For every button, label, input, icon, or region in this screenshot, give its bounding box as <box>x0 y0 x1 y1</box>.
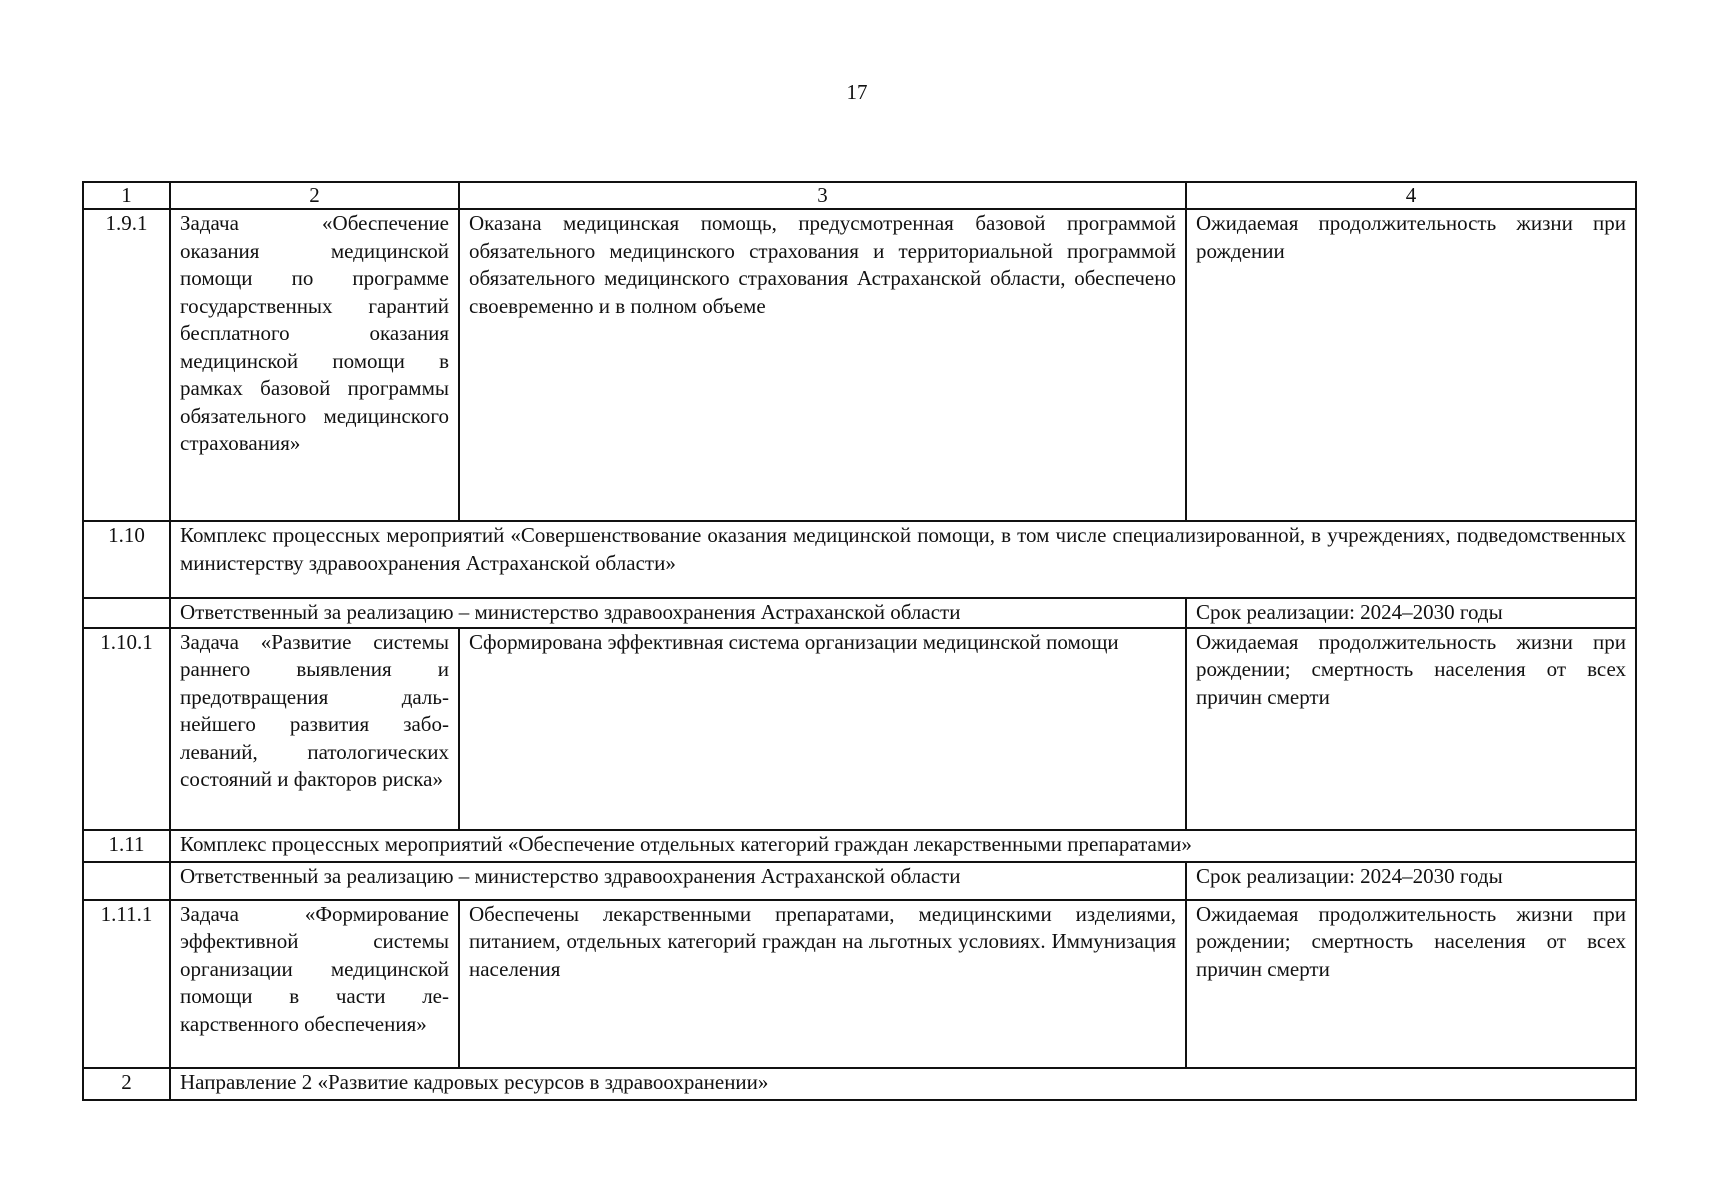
direction-title-cell: Направление 2 «Развитие кадровых ресурсов в здравоохранении» <box>170 1068 1636 1100</box>
responsible-cell: Ответственный за реализацию – министерство здравоохранения Астраханской области <box>170 598 1186 628</box>
table-row <box>83 830 1636 862</box>
task-cell: Задача «Обеспечение оказания медицинской помощи по программе государственных гарантий бесплатного оказания медицинской помощи в рамках базовой программы обязательного медицинского страхования» <box>170 209 459 521</box>
empty-number-cell <box>83 598 170 628</box>
task-cell: Задача «Формирование эффективной системы организации медицинской помощи в части лекарственного обеспечения» <box>170 900 459 1068</box>
row-number: 2 <box>83 1068 170 1100</box>
row-number: 1.11 <box>83 830 170 862</box>
indicator-cell: Ожидаемая продолжительность жизни при рождении; смертность населения от всех причин смерти <box>1186 900 1636 1068</box>
result-cell: Сформирована эффективная система организации медицинской помощи <box>459 628 1186 830</box>
complex-title-cell: Комплекс процессных мероприятий «Совершенствование оказания медицинской помощи, в том числе специализированной, в учреждениях, подведомственных министерству здравоохранения Астраханской области» <box>170 521 1636 598</box>
header-col-1: 1 <box>83 182 170 209</box>
program-table <box>82 181 1637 1101</box>
table-row <box>83 598 1636 628</box>
empty-number-cell <box>83 862 170 900</box>
term-cell: Срок реализации: 2024–2030 годы <box>1186 862 1636 900</box>
table-row <box>83 900 1636 1068</box>
table-row <box>83 1068 1636 1100</box>
table-header-row <box>83 182 1636 209</box>
table-row <box>83 628 1636 830</box>
page-number: 17 <box>846 80 868 104</box>
indicator-cell: Ожидаемая продолжительность жизни при рождении; смертность населения от всех причин смерти <box>1186 628 1636 830</box>
result-cell: Оказана медицинская помощь, предусмотренная базовой программой обязательного медицинского страхования и территориальной программой обязательного медицинского страхования Астраханской области, обеспечено своевременно и в полном объеме <box>459 209 1186 521</box>
table-row <box>83 209 1636 521</box>
task-cell: Задача «Развитие системы раннего выявления и предотвращения дальнейшего развития заболеваний, патологических состояний и факторов риска» <box>170 628 459 830</box>
header-col-4: 4 <box>1186 182 1636 209</box>
header-col-3: 3 <box>459 182 1186 209</box>
table-row <box>83 862 1636 900</box>
row-number: 1.9.1 <box>83 209 170 521</box>
result-cell: Обеспечены лекарственными препаратами, медицинскими изделиями, питанием, отдельных категорий граждан на льготных условиях. Иммунизация населения <box>459 900 1186 1068</box>
row-number: 1.11.1 <box>83 900 170 1068</box>
header-col-2: 2 <box>170 182 459 209</box>
row-number: 1.10.1 <box>83 628 170 830</box>
indicator-cell: Ожидаемая продолжительность жизни при рождении <box>1186 209 1636 521</box>
row-number: 1.10 <box>83 521 170 598</box>
term-cell: Срок реализации: 2024–2030 годы <box>1186 598 1636 628</box>
complex-title-cell: Комплекс процессных мероприятий «Обеспечение отдельных категорий граждан лекарственными препаратами» <box>170 830 1636 862</box>
responsible-cell: Ответственный за реализацию – министерство здравоохранения Астраханской области <box>170 862 1186 900</box>
table-row <box>83 521 1636 598</box>
